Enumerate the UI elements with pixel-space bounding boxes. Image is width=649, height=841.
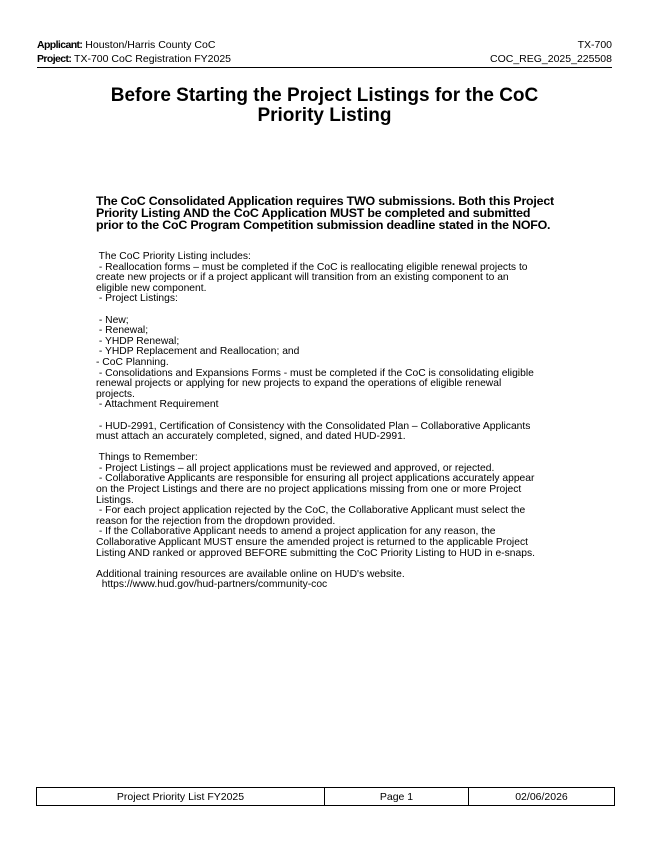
page-header <box>37 38 612 66</box>
header-divider <box>37 67 612 68</box>
body-line: on the Project Listings and there are no project applications missing from one or more Project <box>96 484 522 496</box>
body-line: create new projects or if a project applicant will transition from an existing component to an <box>96 272 509 284</box>
body-line: - If the Collaborative Applicant needs to amend a project application for any reason, the <box>96 526 496 538</box>
body-line: - Consolidations and Expansions Forms - must be completed if the CoC is consolidating eligible <box>96 367 534 379</box>
intro-line: The CoC Consolidated Application requires TWO submissions. Both this Project <box>96 194 554 208</box>
body-line: Listing AND ranked or approved BEFORE submitting the CoC Priority Listing to HUD in e-snaps. <box>96 547 535 559</box>
body-line: must attach an accurately completed, signed, and dated HUD-2991. <box>96 431 406 443</box>
body-line: - HUD-2991, Certification of Consistency with the Consolidated Plan – Collaborative Applicants <box>96 420 531 432</box>
body-line: - Renewal; <box>96 325 149 337</box>
page-footer <box>36 787 615 806</box>
intro-line: prior to the CoC Program Competition submission deadline stated in the NOFO. <box>96 217 551 232</box>
body-line: - YHDP Renewal; <box>96 335 180 347</box>
coc-code: TX-700 <box>577 39 612 51</box>
title-line: Priority Listing <box>257 105 392 126</box>
intro-notice <box>96 196 558 231</box>
body-line: Listings. <box>96 494 134 506</box>
body-line: - Reallocation forms – must be completed if the CoC is reallocating eligible renewal projects to <box>96 261 528 273</box>
page-title <box>0 86 649 126</box>
body-line: projects. <box>96 388 135 400</box>
body-line: - New; <box>96 314 129 326</box>
project-line <box>37 52 231 66</box>
body-line: - For each project application rejected by the CoC, the Collaborative Applicant must select the <box>96 505 526 517</box>
body-line: renewal projects or applying for new projects to expand the operations of eligible renewal <box>96 378 502 390</box>
body-line: Additional training resources are available online on HUD's website. <box>96 568 405 580</box>
title-line: Before Starting the Project Listings for the CoC <box>110 85 539 106</box>
applicant-line <box>37 38 215 52</box>
project-value: TX-700 CoC Registration FY2025 <box>74 53 232 65</box>
body-line: - Project Listings: <box>96 293 178 305</box>
applicant-value: Houston/Harris County CoC <box>85 39 216 51</box>
body-line: - Project Listings – all project applications must be reviewed and approved, or rejected. <box>96 462 495 474</box>
blank-line <box>96 411 566 422</box>
footer-document-name: Project Priority List FY2025 <box>37 788 325 805</box>
intro-line: Priority Listing AND the CoC Application MUST be completed and submitted <box>96 205 531 220</box>
body-line: The CoC Priority Listing includes: <box>96 251 251 262</box>
body-line: eligible new component. <box>96 282 207 294</box>
body-line: - Attachment Requirement <box>96 399 219 411</box>
body-line: - YHDP Replacement and Reallocation; and <box>96 346 300 358</box>
footer-date: 02/06/2026 <box>515 790 568 803</box>
instructions-body <box>96 252 566 591</box>
body-line: - Collaborative Applicants are responsible for ensuring all project applications accurately appear <box>96 473 535 485</box>
body-line: - CoC Planning. <box>96 356 169 368</box>
applicant-label: Applicant: <box>37 39 83 51</box>
body-line: https://www.hud.gov/hud-partners/community-coc <box>96 579 328 591</box>
footer-page-number: Page 1 <box>325 788 469 805</box>
registration-id: COC_REG_2025_225508 <box>489 53 612 65</box>
body-line: reason for the rejection from the dropdown provided. <box>96 515 336 527</box>
body-line: Things to Remember: <box>96 452 198 464</box>
blank-line <box>96 305 566 316</box>
body-line: Collaborative Applicant MUST ensure the amended project is returned to the applicable Project <box>96 537 528 549</box>
project-label: Project: <box>37 53 72 65</box>
